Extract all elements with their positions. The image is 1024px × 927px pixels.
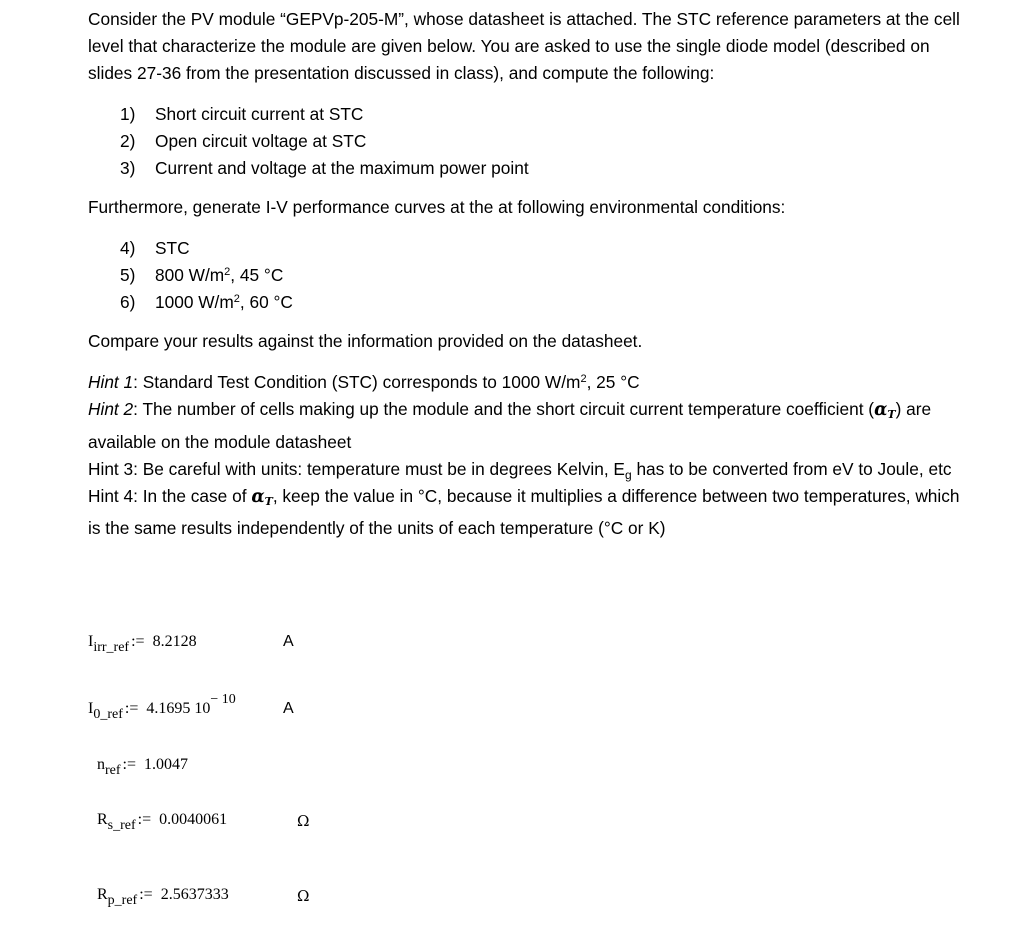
- list-item: 3) Current and voltage at the maximum power point: [120, 158, 529, 178]
- furthermore-paragraph: Furthermore, generate I-V performance curves at the at following environmental conditions:: [88, 197, 786, 217]
- param-irr-unit: A: [283, 633, 294, 650]
- param-n-ref: $n_{ref}$ := 1.0047: [97, 756, 189, 778]
- hint-4: Hint 4: In the case of $\alpha_T$, keep the value in °C, because it multiplies a difference between two temperatures, which is the same results independently of the units of each temperature (°C or K): [88, 486, 960, 539]
- param-rp-unit: Ω: [297, 887, 310, 905]
- list-item: 1) Short circuit current at STC: [120, 104, 364, 124]
- param-rs-ref: $R_{s\_ref}$ := 0.0040061: [97, 811, 228, 833]
- param-rs-unit: Ω: [297, 812, 310, 830]
- compare-paragraph: Compare your results against the information provided on the datasheet.: [88, 331, 643, 351]
- list-item: 2) Open circuit voltage at STC: [120, 131, 367, 151]
- hint-2: Hint 2: The number of cells making up the module and the short circuit current temperature coefficient $(\alpha_T)$ are available on the module datasheet: [88, 399, 932, 452]
- param-i0-unit: A: [283, 700, 294, 717]
- alpha-t-symbol: $\alpha_T$: [251, 487, 273, 509]
- param-irr-ref: $I_{irr\_ref}$ := 8.2128: [88, 633, 197, 655]
- intro-paragraph: Consider the PV module “GEPVp-205-M”, whose datasheet is attached. The STC reference parameters at the cell level that characterize the module are given below. You are asked to use the single diode model (described on slides 27-36 from the presentation discussed in class), and compute the following:: [88, 9, 960, 83]
- param-rp-ref: $R_{p\_ref}$ := 2.5637333: [97, 886, 229, 908]
- hint-3: Hint 3: Be careful with units: temperature must be in degrees Kelvin, $E_g$ has to be converted from eV to Joule, etc: [88, 458, 952, 482]
- list-item: 5) 800 $W/m^2$, 45 °C: [120, 265, 284, 285]
- param-i0-ref: $I_{0\_ref}$ := 4.1695 10− 10: [88, 692, 236, 722]
- hint-1: Hint 1: Standard Test Condition (STC) corresponds to 1000 $W/m^2$, 25 °C: [88, 372, 640, 392]
- list-item: 6) 1000 $W/m^2$, 60 °C: [120, 292, 293, 312]
- list-item: 4) STC: [120, 238, 190, 258]
- alpha-t-symbol: $\alpha_T$: [874, 400, 896, 422]
